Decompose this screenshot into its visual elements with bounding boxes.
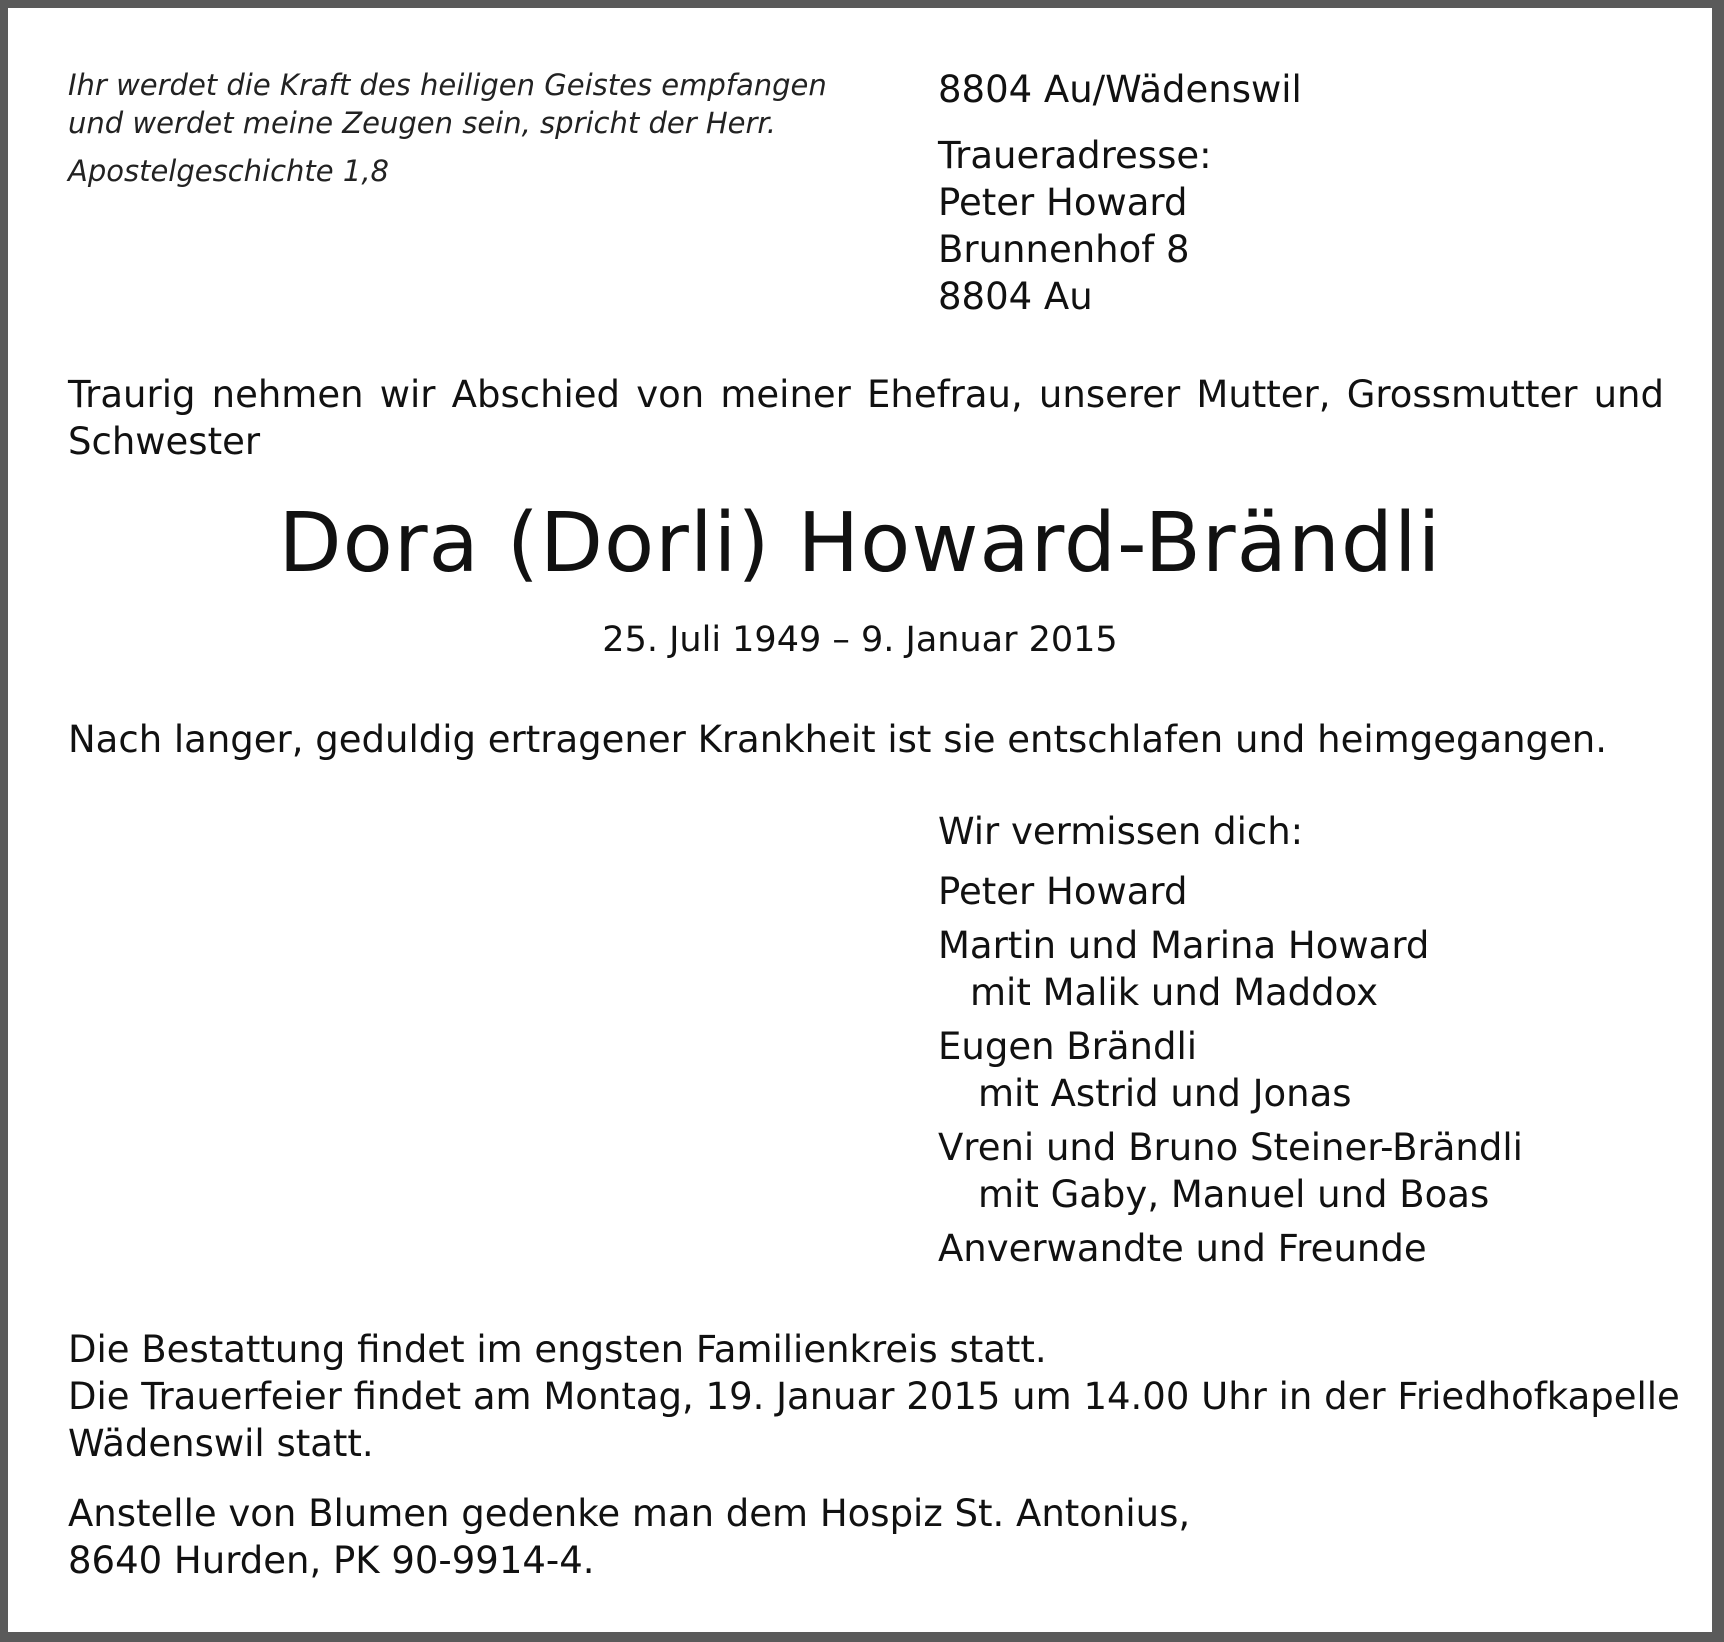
mourner-entry: Martin und Marina Howard [938,924,1430,967]
mourner-entry: Peter Howard [938,870,1188,913]
statement: Nach langer, geduldig ertragener Krankheit ist sie entschlafen und heimgegangen. [68,718,1608,761]
address-city: 8804 Au [938,275,1093,318]
quote-source: Apostelgeschichte 1,8 [68,154,389,188]
mourner-entry-sub: mit Astrid und Jonas [978,1072,1352,1115]
mourner-entry: Vreni und Bruno Steiner-Brändli [938,1126,1523,1169]
mourner-entry-sub: mit Malik und Maddox [970,971,1379,1014]
address-name: Peter Howard [938,181,1188,224]
donation-line-2: 8640 Hurden, PK 90-9914-4. [68,1539,595,1582]
quote-line-2: und werdet meine Zeugen sein, spricht der Herr. [68,106,776,140]
mourner-entry-sub: mit Gaby, Manuel und Boas [978,1173,1490,1216]
donation-line-1: Anstelle von Blumen gedenke man dem Hospiz St. Antonius, [68,1492,1191,1535]
quote-line-1: Ihr werdet die Kraft des heiligen Geistes empfangen [68,68,827,102]
mourner-entry: Eugen Brändli [938,1025,1198,1068]
obituary-page [8,8,1712,1632]
deceased-name: Dora (Dorli) Howard-Brändli [278,496,1442,591]
funeral-line-3: Wädenswil statt. [68,1422,374,1465]
mourners-heading: Wir vermissen dich: [938,810,1304,853]
intro-text: Traurig nehmen wir Abschied von meiner Ehefrau, unserer Mutter, Grossmutter und Schwester [68,373,1664,463]
funeral-line-1: Die Bestattung findet im engsten Familienkreis statt. [68,1328,1047,1371]
mourner-entry: Anverwandte und Freunde [938,1227,1427,1270]
funeral-line-2: Die Trauerfeier findet am Montag, 19. Januar 2015 um 14.00 Uhr in der Friedhofkapelle [68,1375,1680,1418]
address-label: Traueradresse: [938,134,1212,177]
location: 8804 Au/Wädenswil [938,68,1302,111]
address-street: Brunnenhof 8 [938,228,1190,271]
deceased-dates: 25. Juli 1949 – 9. Januar 2015 [602,620,1118,660]
